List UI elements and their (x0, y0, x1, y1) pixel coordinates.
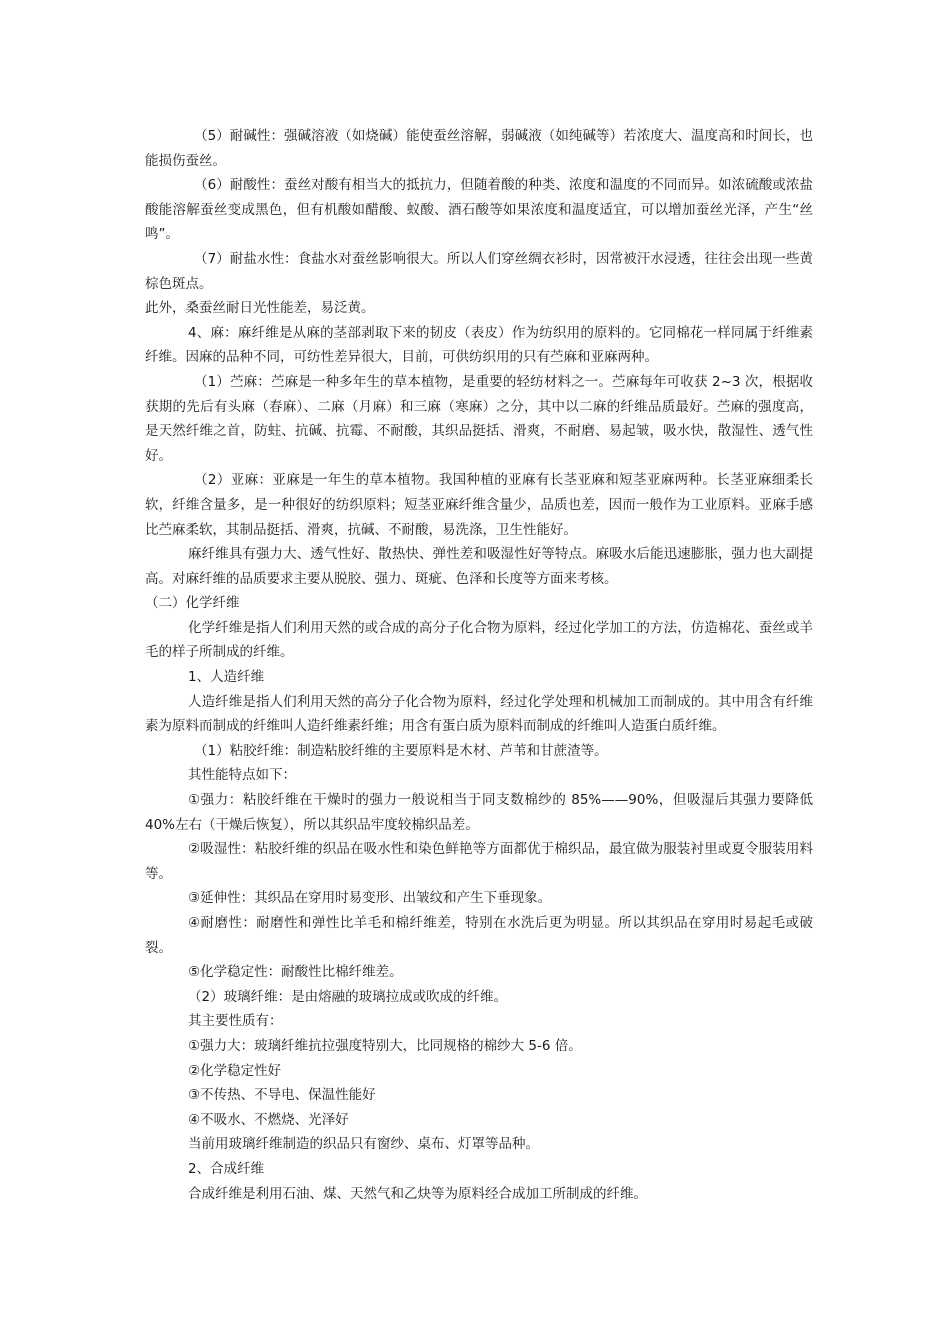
paragraph-sunlight: 此外，桑蚕丝耐日光性能差，易泛黄。 (145, 300, 375, 317)
paragraph-chemical-fiber: 化学纤维是指人们利用天然的或合成的高分子化合物为原料，经过化学加工的方法，仿造棉花、蚕丝或羊毛的样子所制成的纤维。 (145, 619, 813, 661)
heading-chemical-fiber: （二）化学纤维 (145, 595, 240, 612)
paragraph-hemp-fiber-properties: 麻纤维具有强力大、透气性好、散热快、弹性差和吸湿性好等特点。麻吸水后能迅速膨胀，强力也大副提高。对麻纤维的品质要求主要从脱胶、强力、斑疵、色泽和长度等方面来考核。 (145, 546, 813, 587)
paragraph-acid-resistance: （6）耐酸性：蚕丝对酸有相当大的抵抗力，但随着酸的种类、浓度和温度的不同而异。如浓硫酸或浓盐酸能溶解蚕丝变成黑色，但有机酸如醋酸、蚁酸、酒石酸等如果浓度和温度适宜，可以增加蚕丝光泽，产生“丝鸣”。 (145, 177, 813, 243)
paragraph-hemp: 4、麻：麻纤维是从麻的茎部剥取下来的韧皮（表皮）作为纺织用的原料的。它同棉花一样同属于纤维素纤维。因麻的品种不同，可纺性差异很大，目前，可供纺织用的只有苎麻和亚麻两种。 (145, 324, 813, 366)
heading-artificial-fiber: 1、人造纤维 (188, 669, 265, 686)
paragraph-glass-insulation: ③不传热、不导电、保温性能好 (188, 1087, 376, 1104)
paragraph-viscose-properties-intro: 其性能特点如下： (188, 767, 296, 784)
paragraph-viscose-elongation: ③延伸性：其织品在穿用时易变形、出皱纹和产生下垂现象。 (188, 890, 552, 907)
paragraph-viscose-strength: ①强力：粘胶纤维在干燥时的强力一般说相当于同支数棉纱的 85%——90%，但吸湿后其强力要降低 40%左右（干燥后恢复），所以其织品牢度较棉织品差。 (145, 792, 813, 833)
paragraph-viscose-chemical-stability: ⑤化学稳定性：耐酸性比棉纤维差。 (188, 964, 403, 981)
paragraph-glass-strength: ①强力大：玻璃纤维抗拉强度特别大，比同规格的棉纱大 5-6 倍。 (188, 1037, 582, 1054)
heading-synthetic-fiber: 2、合成纤维 (188, 1160, 265, 1177)
document-body (145, 124, 813, 1206)
paragraph-artificial-fiber: 人造纤维是指人们利用天然的高分子化合物为原料，经过化学处理和机械加工而制成的。其中用含有纤维素为原料而制成的纤维叫人造纤维素纤维；用含有蛋白质为原料而制成的纤维叫人造蛋白质纤维。 (145, 693, 813, 735)
paragraph-viscose: （1）粘胶纤维：制造粘胶纤维的主要原料是木材、芦苇和甘蔗渣等。 (194, 742, 608, 759)
paragraph-glass-nonabsorbent: ④不吸水、不燃烧、光泽好 (188, 1111, 349, 1128)
paragraph-glass-products: 当前用玻璃纤维制造的织品只有窗纱、桌布、灯罩等品种。 (188, 1136, 539, 1153)
paragraph-alkali-resistance: （5）耐碱性：强碱溶液（如烧碱）能使蚕丝溶解，弱碱液（如纯碱等）若浓度大、温度高和时间长，也能损伤蚕丝。 (145, 128, 813, 169)
paragraph-glass-properties-intro: 其主要性质有： (188, 1013, 283, 1030)
paragraph-glass-fiber: （2）玻璃纤维：是由熔融的玻璃拉成或吹成的纤维。 (188, 988, 508, 1005)
paragraph-synthetic-fiber: 合成纤维是利用石油、煤、天然气和乙炔等为原料经合成加工所制成的纤维。 (188, 1185, 647, 1202)
paragraph-viscose-abrasion: ④耐磨性：耐磨性和弹性比羊毛和棉纤维差，特别在水洗后更为明显。所以其织品在穿用时易起毛或破裂。 (145, 915, 813, 956)
paragraph-salt-resistance: （7）耐盐水性：食盐水对蚕丝影响很大。所以人们穿丝绸衣衫时，因常被汗水浸透，往往会出现一些黄棕色斑点。 (145, 250, 813, 292)
paragraph-ramie: （1）苎麻：苎麻是一种多年生的草本植物，是重要的轻纺材料之一。苎麻每年可收获 2~3 次，根据收获期的先后有头麻（春麻）、二麻（月麻）和三麻（寒麻）之分，其中以二麻的纤维品质最好。苎麻的强度高，是天然纤维之首，防蛀、抗碱、抗霉、不耐酸，其织品挺括、滑爽，不耐磨、易起皱，吸水快，散湿性、透气性好。 (145, 373, 813, 464)
paragraph-glass-chemical-stability: ②化学稳定性好 (188, 1062, 282, 1079)
paragraph-flax: （2）亚麻：亚麻是一年生的草本植物。我国种植的亚麻有长茎亚麻和短茎亚麻两种。长茎亚麻细柔长软，纤维含量多，是一种很好的纺织原料；短茎亚麻纤维含量少，品质也差，因而一般作为工业原料。亚麻手感比苎麻柔软，其制品挺括、滑爽，抗碱、不耐酸，易洗涤，卫生性能好。 (145, 472, 813, 538)
paragraph-viscose-moisture: ②吸湿性：粘胶纤维的织品在吸水性和染色鲜艳等方面都优于棉织品，最宜做为服装衬里或夏令服装用料等。 (145, 841, 813, 882)
